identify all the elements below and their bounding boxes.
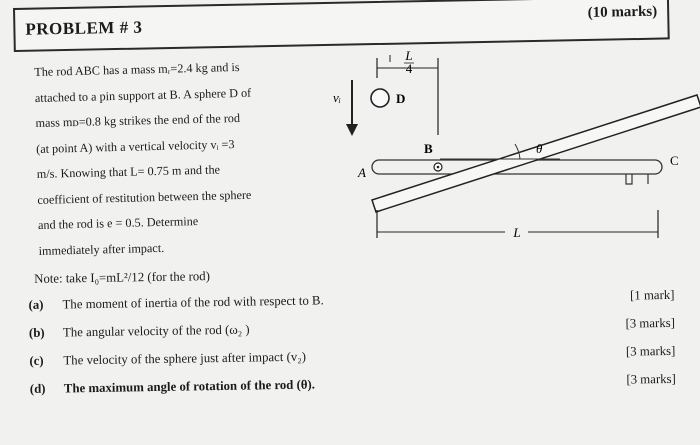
question-marks: [3 marks]: [626, 371, 676, 387]
dim-quarter-numerator: L: [405, 48, 413, 63]
question-row: [29, 344, 679, 374]
statement-line: immediately after impact.: [38, 240, 165, 258]
question-text: The moment of inertia of the rod with respect to B.: [62, 293, 324, 312]
label-theta: θ: [536, 141, 543, 156]
question-letter: (a): [28, 297, 44, 312]
question-letter: (d): [29, 381, 46, 396]
question-row: [30, 372, 680, 402]
problem-title: PROBLEM # 3: [25, 17, 143, 39]
velocity-arrowhead: [346, 124, 358, 136]
statement-line: The rod ABC has a mass mᵣ=2.4 kg and is: [34, 59, 240, 79]
statement-line: attached to a pin support at B. A sphere D of: [34, 85, 252, 105]
rod-sphere-diagram: [330, 40, 700, 260]
problem-statement: [34, 53, 339, 264]
velocity-label: vᵢ: [333, 90, 341, 105]
question-marks: [3 marks]: [625, 343, 676, 359]
statement-line: mass mᴅ=0.8 kg strikes the end of the rod: [35, 110, 241, 130]
question-letter: (c): [29, 353, 44, 368]
label-a: A: [358, 165, 366, 180]
label-c: C: [670, 153, 679, 168]
pin-b-center: [437, 166, 440, 169]
question-marks: [3 marks]: [625, 315, 676, 331]
problem-total-marks: (10 marks): [587, 3, 658, 21]
support-bracket: [626, 174, 632, 184]
label-b: B: [424, 141, 433, 156]
note-text: Note: take I₀=mL²/12 (for the rod): [34, 269, 211, 286]
label-d: D: [396, 91, 406, 106]
question-text: The velocity of the sphere just after impact (v₂): [63, 349, 307, 368]
question-text: The maximum angle of rotation of the rod (θ).: [63, 377, 316, 396]
question-letter: (b): [28, 325, 45, 340]
question-row: [29, 316, 679, 346]
question-text: The angular velocity of the rod (ω₂ ): [62, 322, 250, 340]
statement-line: (at point A) with a vertical velocity vᵢ =3: [35, 136, 235, 156]
statement-line: m/s. Knowing that L= 0.75 m and the: [36, 162, 221, 181]
diagram-svg: [330, 40, 700, 260]
question-row: [28, 288, 678, 318]
label-l: L: [513, 225, 521, 240]
statement-line: and the rod is e = 0.5. Determine: [37, 214, 199, 232]
statement-line: coefficient of restitution between the sphere: [37, 187, 252, 207]
sphere-d: [371, 89, 389, 107]
question-marks: [1 mark]: [629, 287, 675, 303]
dim-quarter-denominator: 4: [405, 61, 413, 76]
